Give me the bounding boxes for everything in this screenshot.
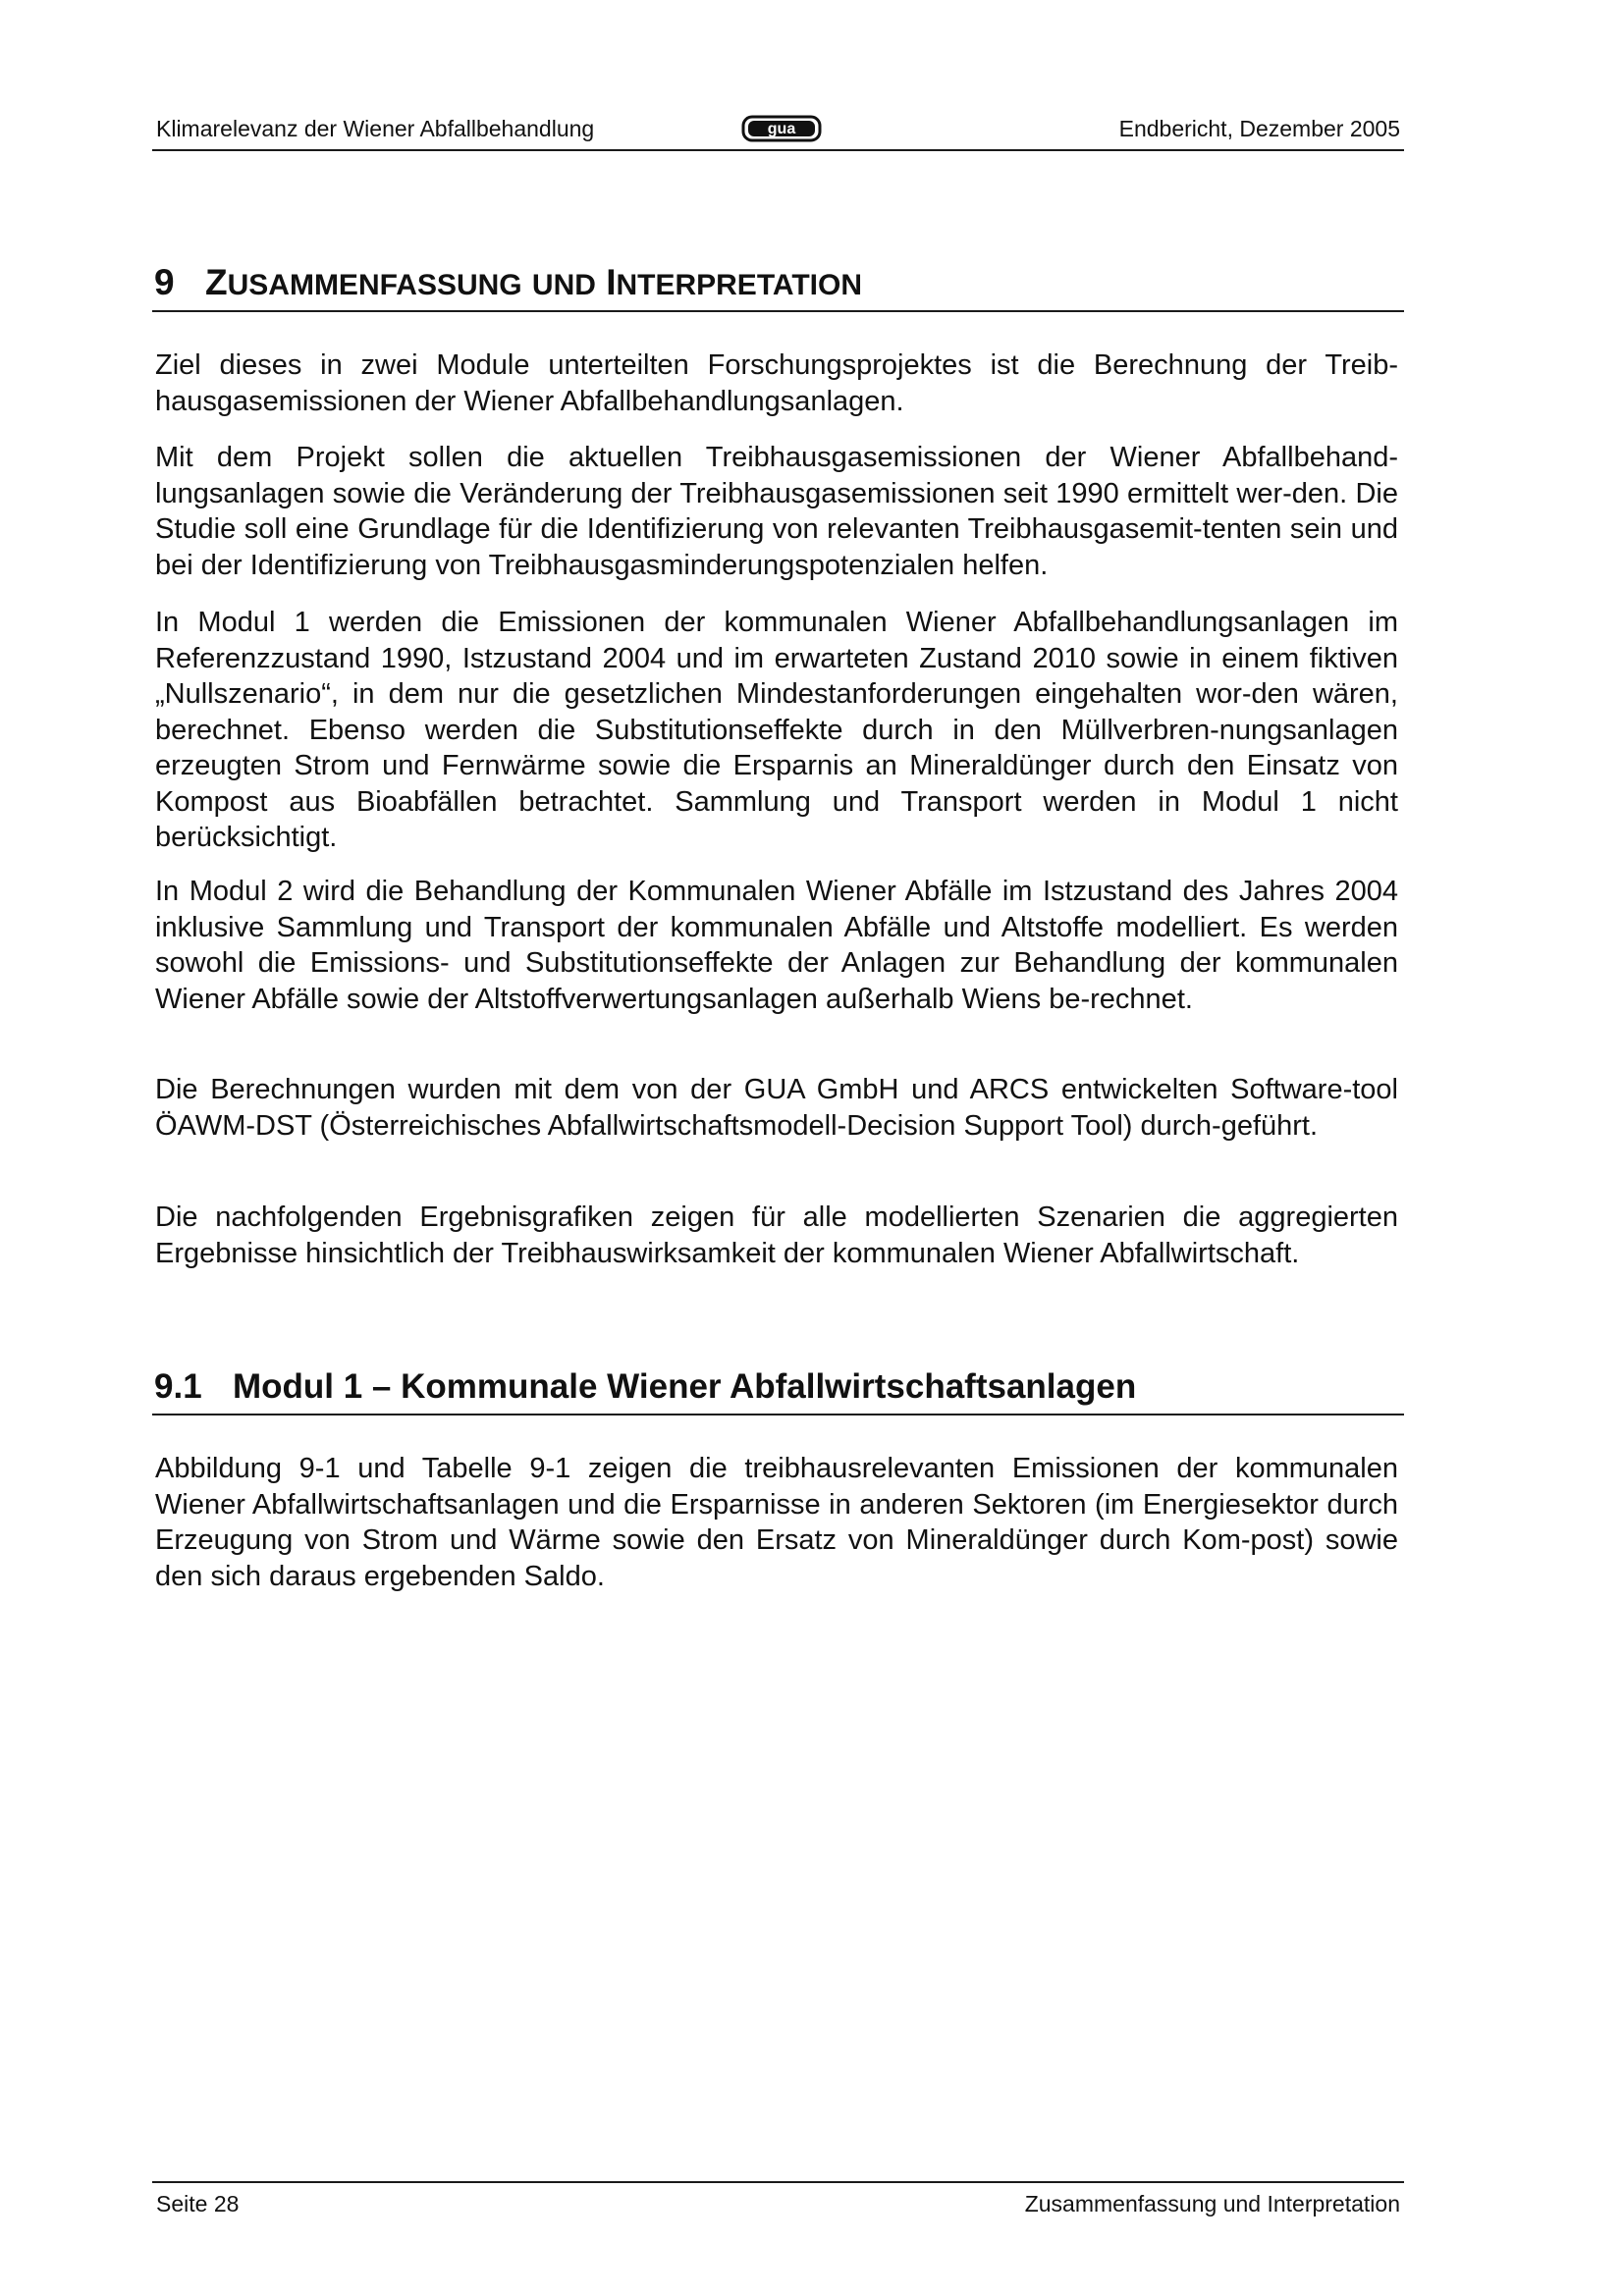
page-header xyxy=(152,110,1404,151)
gua-logo-icon xyxy=(741,115,822,142)
section-heading xyxy=(152,1362,1404,1415)
section-title: Modul 1 – Kommunale Wiener Abfallwirtschaftsanlagen xyxy=(233,1367,1137,1406)
paragraph-3: In Modul 1 werden die Emissionen der kommunalen Wiener Abfallbehandlungsanlagen im Referenzzustand 1990, Istzustand 2004 und im erwarteten Zustand 2010 sowie in einem fiktiven „Nullszenario“, in dem nur die gesetzlichen Mindestanforderungen eingehalten wor-den wären, berechnet. Ebenso werden die Substitutionseffekte durch in den Müllverbren-nungsanlagen erzeugten Strom und Fernwärme sowie die Ersparnis an Mineraldünger durch den Einsatz von Kompost aus Bioabfällen betrachtet. Sammlung und Transport werden in Modul 1 nicht berücksichtigt. xyxy=(155,607,1398,853)
paragraph-2: Mit dem Projekt sollen die aktuellen Treibhausgasemissionen der Wiener Abfallbehand-lungsanlagen sowie die Veränderung der Treibhausgasemissionen seit 1990 ermittelt wer-den. Die Studie soll eine Grundlage für die Identifizierung von relevanten Treibhausgasemit-tenten sein und bei der Identifizierung von Treibhausgasminderungspotenzialen helfen. xyxy=(155,442,1398,581)
logo-text: gua xyxy=(767,121,796,137)
page-footer xyxy=(152,2181,1404,2226)
paragraph-4: In Modul 2 wird die Behandlung der Kommunalen Wiener Abfälle im Istzustand des Jahres 2004 inklusive Sammlung und Transport der kommunalen Abfälle und Altstoffe modelliert. Es werden sowohl die Emissions- und Substitutionseffekte der Anlagen zur Behandlung der kommunalen Wiener Abfälle sowie der Altstoffverwertungsanlagen außerhalb Wiens be-rechnet. xyxy=(155,876,1398,1015)
footer-chapter-title: Zusammenfassung und Interpretation xyxy=(1024,2191,1400,2216)
paragraph-6: Die nachfolgenden Ergebnisgrafiken zeigen für alle modellierten Szenarien die aggregierten Ergebnisse hinsichtlich der Treibhauswirksamkeit der kommunalen Wiener Abfallwirtschaft. xyxy=(155,1201,1398,1269)
page-number: Seite 28 xyxy=(156,2191,240,2216)
section-number: 9.1 xyxy=(154,1367,202,1406)
header-document-title: Klimarelevanz der Wiener Abfallbehandlung xyxy=(156,116,595,141)
paragraph-1: Ziel dieses in zwei Module unterteilten Forschungsprojektes ist die Berechnung der Treib-hausgasemissionen der Wiener Abfallbehandlungsanlagen. xyxy=(155,349,1398,417)
section-paragraph: Abbildung 9-1 und Tabelle 9-1 zeigen die treibhausrelevanten Emissionen der kommunalen Wiener Abfallwirtschaftsanlagen und die Ersparnisse in anderen Sektoren (im Energiesektor durch Erzeugung von Strom und Wärme sowie den Ersatz von Mineraldünger durch Kom-post) sowie den sich daraus ergebenden Saldo. xyxy=(155,1453,1398,1592)
header-report-date: Endbericht, Dezember 2005 xyxy=(1118,116,1400,141)
chapter-heading: 9 ZUSAMMENFASSUNG UND INTERPRETATION xyxy=(152,257,1404,312)
chapter-number: 9 xyxy=(154,262,175,302)
paragraph-5: Die Berechnungen wurden mit dem von der GUA GmbH und ARCS entwickelten Software-tool ÖAWM-DST (Österreichisches Abfallwirtschaftsmodell-Decision Support Tool) durch-geführt. xyxy=(155,1074,1398,1142)
